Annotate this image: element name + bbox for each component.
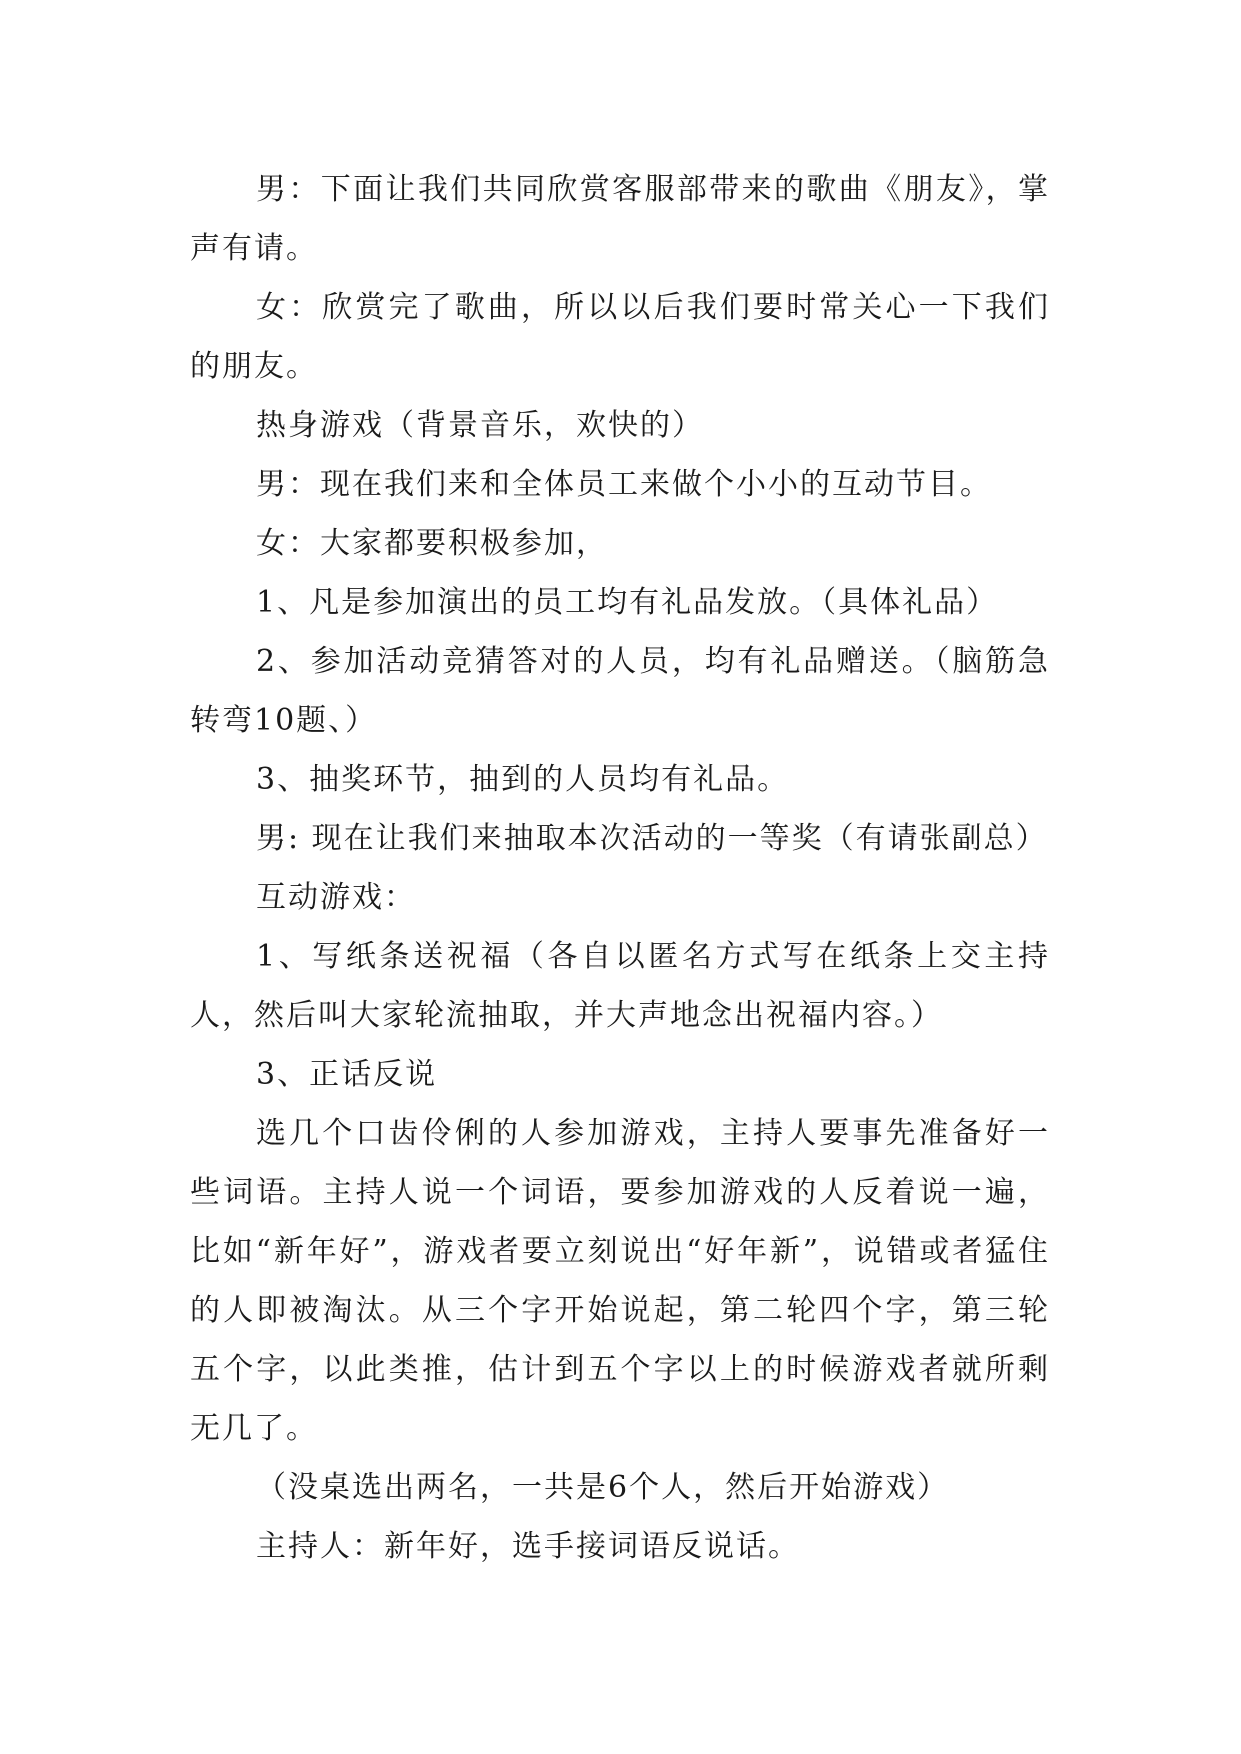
paragraph-male-lottery: 男: 现在让我们来抽取本次活动的一等奖（有请张副总） (256, 821, 1048, 856)
paragraph-game-3-description: 选几个口齿伶俐的人参加游戏，主持人要事先准备好一些词语。主持人说一个词语，要参加游戏的人反着说一遍，比如“新年好”，游戏者要立刻说出“好年新”，说错或者猛住的人即被淘汰。从三个字开始说起，第二轮四个字，第三轮五个字，以此类推，估计到五个字以上的时候游戏者就所剩无几了。 (190, 1116, 1050, 1446)
paragraph-rule-1: 1、凡是参加演出的员工均有礼品发放。（具体礼品） (256, 585, 999, 620)
paragraph-game-3-title: 3、正话反说 (256, 1057, 438, 1092)
paragraph-warmup-game: 热身游戏（背景音乐，欢快的） (256, 408, 704, 443)
paragraph-female-friends: 女：欣赏完了歌曲，所以以后我们要时常关心一下我们的朋友。 (190, 290, 1050, 384)
paragraph-game-3-players: （没桌选出两名，一共是6个人，然后开始游戏） (256, 1470, 950, 1505)
paragraph-female-participate: 女：大家都要积极参加， (256, 526, 608, 561)
paragraph-male-song-intro: 男：下面让我们共同欣赏客服部带来的歌曲《朋友》，掌声有请。 (190, 172, 1050, 266)
paragraph-male-interactive: 男：现在我们来和全体员工来做个小小的互动节目。 (256, 467, 992, 502)
paragraph-host-line: 主持人：新年好，选手接词语反说话。 (256, 1529, 800, 1564)
paragraph-rule-3: 3、抽奖环节，抽到的人员均有礼品。 (256, 762, 790, 797)
paragraph-game-1: 1、写纸条送祝福（各自以匿名方式写在纸条上交主持人，然后叫大家轮流抽取，并大声地念出祝福内容。） (190, 939, 1050, 1033)
paragraph-rule-2: 2、参加活动竞猜答对的人员，均有礼品赠送。（脑筋急转弯10题、） (190, 644, 1050, 738)
paragraph-interactive-games-heading: 互动游戏： (256, 880, 416, 915)
document-body (190, 160, 1050, 1576)
